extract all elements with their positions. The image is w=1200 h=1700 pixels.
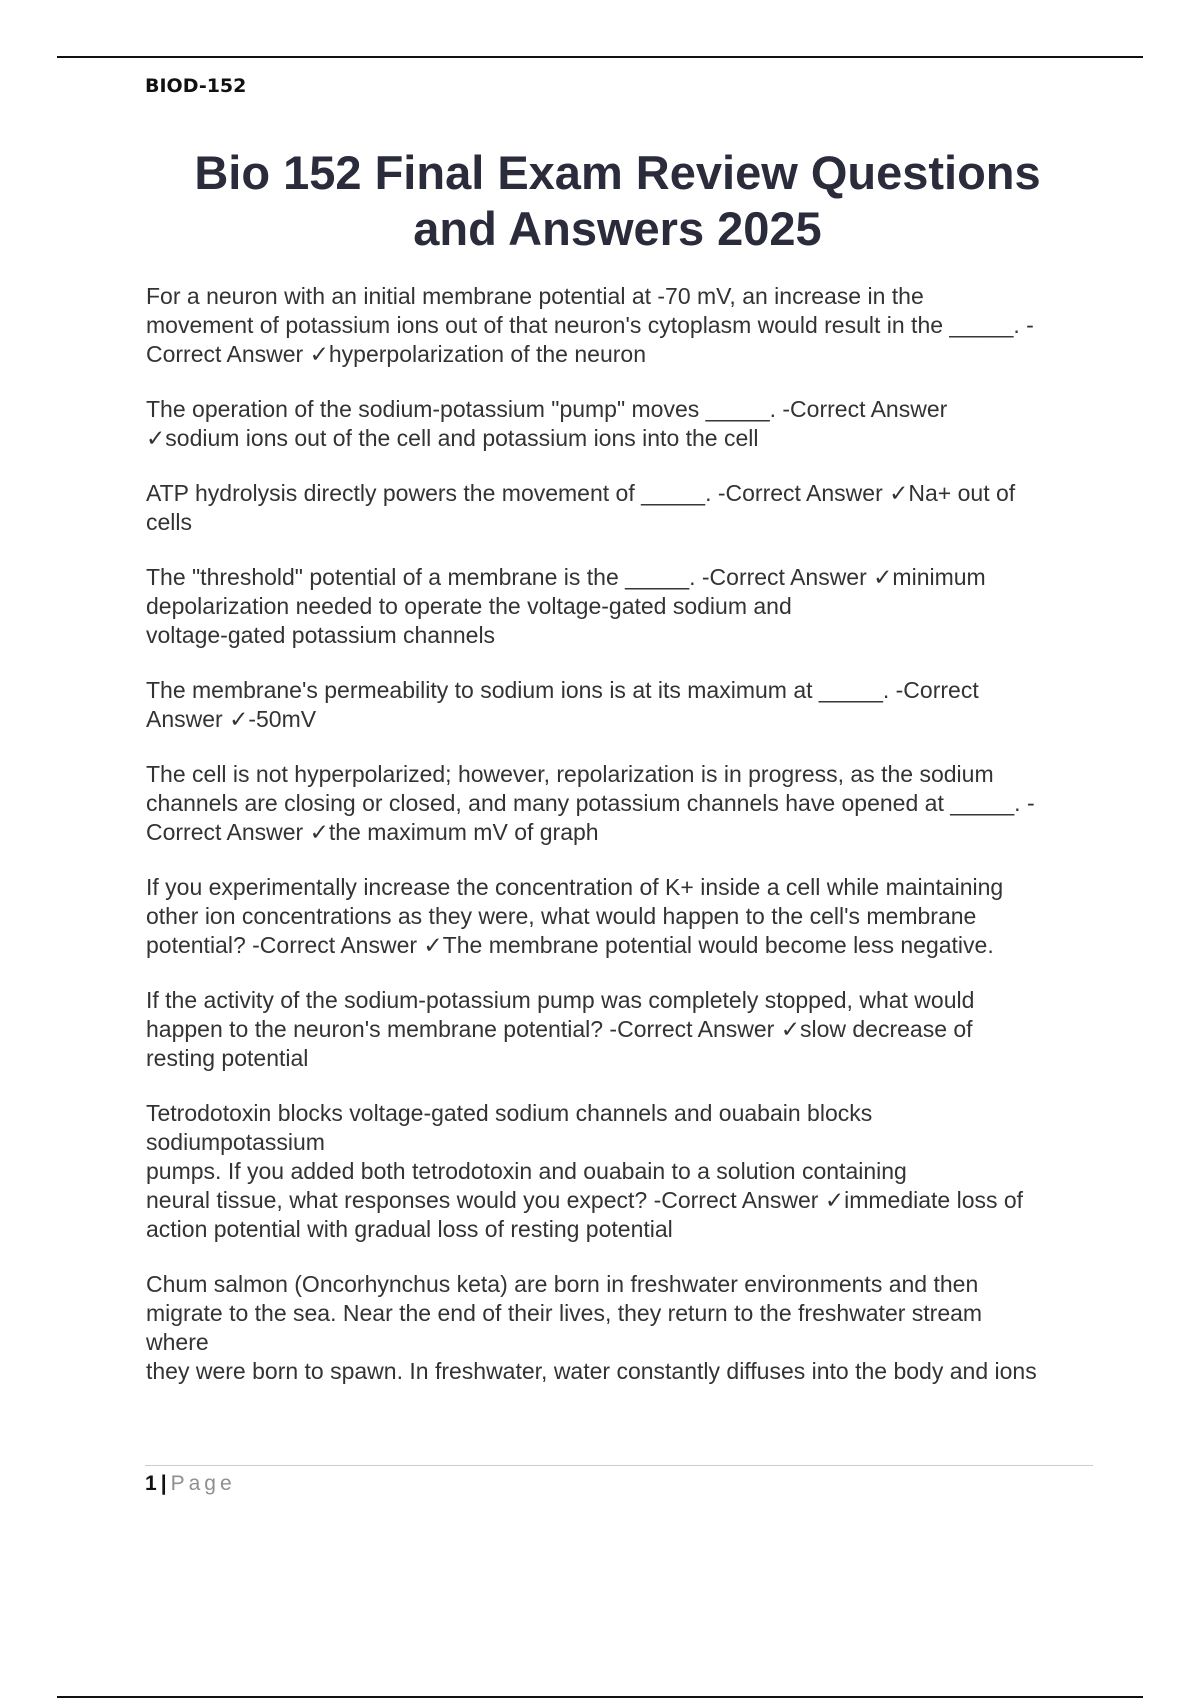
qa-text-line: cells [146,509,193,535]
qa-text-line: resting potential [146,1045,309,1071]
qa-text-line: The membrane's permeability to sodium ions is at its maximum at _____. -Correct [146,677,979,703]
qa-text-line: ✓sodium ions out of the cell and potassium ions into the cell [146,425,759,451]
qa-text-line: Tetrodotoxin blocks voltage-gated sodium channels and ouabain blocks [146,1100,873,1126]
qa-text-line: movement of potassium ions out of that neuron's cytoplasm would result in the _____. - [146,312,1034,338]
qa-item [146,1270,1106,1386]
qa-text-line: migrate to the sea. Near the end of their lives, they return to the freshwater stream [146,1300,983,1326]
qa-text-line: Correct Answer ✓hyperpolarization of the neuron [146,341,646,367]
qa-item [146,676,1106,734]
qa-text-line: sodiumpotassium [146,1129,325,1155]
qa-text-line: potential? -Correct Answer ✓The membrane potential would become less negative. [146,932,994,958]
qa-text-line: they were born to spawn. In freshwater, water constantly diffuses into the body and ions [146,1358,1037,1384]
bottom-rule [57,1696,1143,1698]
qa-text-line: The cell is not hyperpolarized; however, repolarization is in progress, as the sodium [146,761,994,787]
qa-text-line: If the activity of the sodium-potassium pump was completely stopped, what would [146,987,975,1013]
qa-text-line: where [146,1329,209,1355]
qa-text-line: voltage-gated potassium channels [146,622,496,648]
qa-text-line: action potential with gradual loss of resting potential [146,1216,673,1242]
course-code: BIOD-152 [145,75,247,97]
qa-text-line: happen to the neuron's membrane potential? -Correct Answer ✓slow decrease of [146,1016,973,1042]
qa-item [146,395,1106,453]
page-footer [145,1472,236,1496]
qa-item [146,873,1106,960]
page-separator: | [160,1472,167,1495]
qa-text-line: If you experimentally increase the concentration of K+ inside a cell while maintaining [146,874,1004,900]
qa-item [146,282,1106,369]
title-line-2: and Answers 2025 [413,202,822,255]
qa-text-line: pumps. If you added both tetrodotoxin and ouabain to a solution containing [146,1158,907,1184]
qa-text-line: The "threshold" potential of a membrane is the _____. -Correct Answer ✓minimum [146,564,986,590]
qa-text-line: Correct Answer ✓the maximum mV of graph [146,819,599,845]
qa-list [146,282,1106,1412]
qa-text-line: channels are closing or closed, and many potassium channels have opened at _____. - [146,790,1035,816]
qa-text-line: Answer ✓-50mV [146,706,317,732]
footer-rule [145,1465,1093,1466]
qa-item [146,760,1106,847]
page-number: 1 [145,1472,157,1495]
header-rule [57,56,1143,58]
qa-text-line: other ion concentrations as they were, what would happen to the cell's membrane [146,903,977,929]
qa-item [146,479,1106,537]
page-label: Page [170,1472,236,1495]
qa-text-line: The operation of the sodium-potassium "pump" moves _____. -Correct Answer [146,396,948,422]
qa-text-line: ATP hydrolysis directly powers the movement of _____. -Correct Answer ✓Na+ out of [146,480,1016,506]
qa-text-line: For a neuron with an initial membrane potential at -70 mV, an increase in the [146,283,924,309]
document-title [0,145,1200,257]
qa-text-line: neural tissue, what responses would you expect? -Correct Answer ✓immediate loss of [146,1187,1024,1213]
qa-item [146,563,1106,650]
qa-item [146,986,1106,1073]
qa-text-line: Chum salmon (Oncorhynchus keta) are born in freshwater environments and then [146,1271,979,1297]
qa-item [146,1099,1106,1244]
title-line-1: Bio 152 Final Exam Review Questions [194,146,1041,199]
qa-text-line: depolarization needed to operate the voltage-gated sodium and [146,593,792,619]
